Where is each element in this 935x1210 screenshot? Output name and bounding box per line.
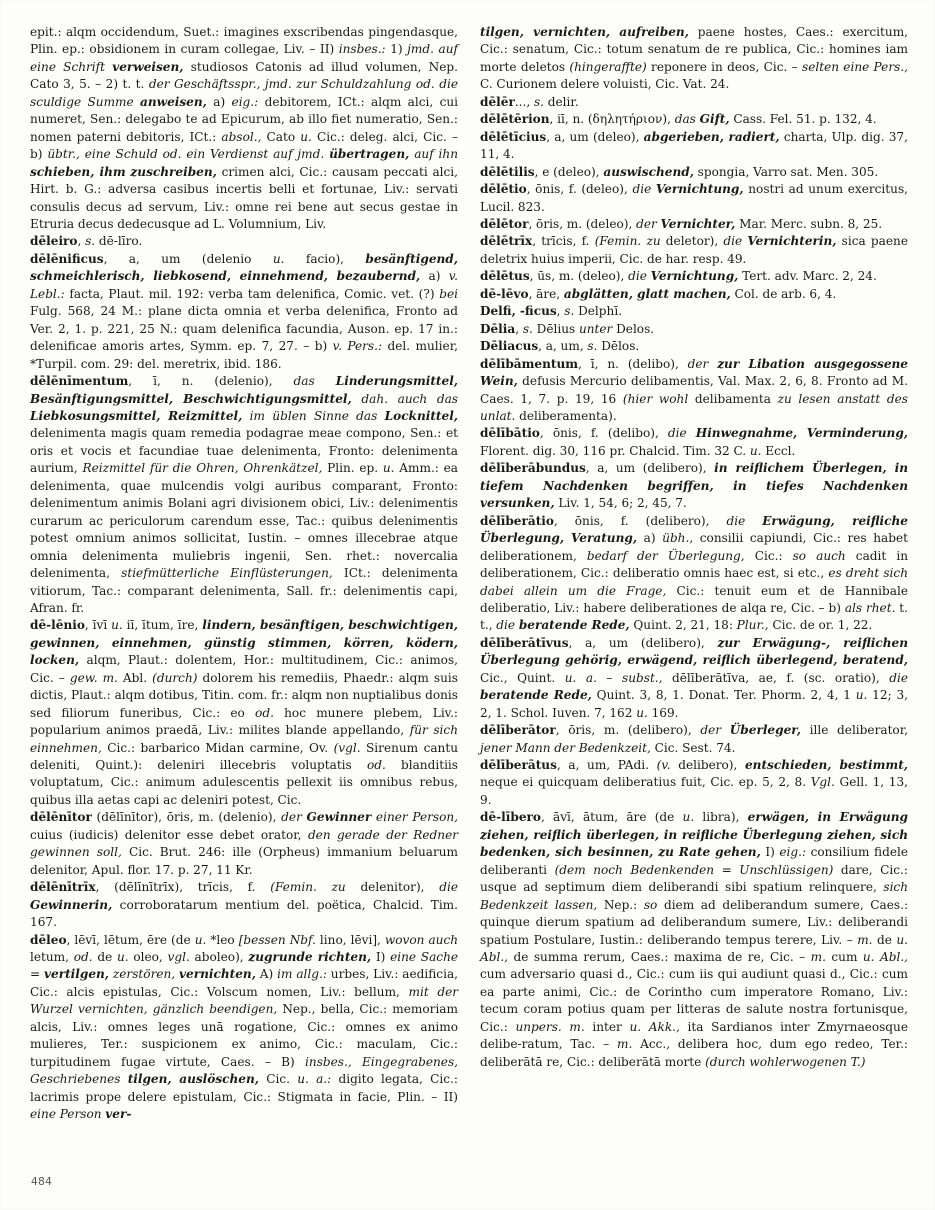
headword: dē-lēvo [480, 286, 529, 301]
italic-note: lindern, besänftigen, beschwichtigen, gewinnen, einnehmen, günstig stimmen, körren, ködern, locken, [30, 618, 458, 668]
dictionary-entry: dēlētīcius, a, um (deleo), abgerieben, radiert, charta, Ulp. dig. 37, 11, 4. [480, 129, 908, 162]
italic-note: verweisen, [112, 59, 184, 74]
german-gloss [480, 25, 689, 39]
italic-note: Linderungsmittel, Besänftigungsmittel, Beschwichtigungsmittel, [30, 374, 459, 406]
german-gloss [130, 165, 216, 179]
headword: dēlīberātus [480, 758, 557, 773]
german-gloss [651, 269, 739, 283]
dictionary-entry: dēlētor, ōris, m. (deleo), der Vernichter, Mar. Merc. subn. 8, 25. [480, 216, 883, 231]
italic-note: im üblen Sinne das [249, 408, 378, 423]
dictionary-entry: dēlīberātus, a, um, PAdi. (v. delibero), entschieden, bestimmt, neque ei quicquam deliberatius fuit, Cic. ep. 5, 2, 8. Vgl. Gell. 1, 13, 9. [480, 758, 909, 807]
italic-note: vgl. [167, 950, 190, 965]
dictionary-entry: epit.: alqm occidendum, Suet.: imagines exscribendas pingendasque, Plin. ep.: obsidionem in curam collegae, Liv. – II) insbes.: 1) jmd. auf eine Schrift verweisen, studiosos Catonis ad illud volumen, Nep. Cato 3, 5. – 2) t. t. der Geschäftsspr., jmd. zur Schuldzahlung od. die sculdige Summe anweisen, a) eig.: debitorem, ICt.: alqm alci, cui numeret, Sen.: delegabo te ad Epicurum, ab illo fiet numeratio, Sen.: nomen paterni debitoris, ICt.: absol., Cato u. Cic.: deleg. alci, Cic. – b) übtr., eine Schuld od. ein Verdienst auf jmd. übertragen, auf ihn schieben, ihm zuschreiben, crimen alci, Cic.: causam peccati alci, Hirt. b. G.: adversa casibus incertis belli et fortunae, Liv.: servati consulis decus ad servum, Liv.: omne rei bene aut secus gestae in Etruria decus dedecusque ad L. Volumnium, Liv. [30, 25, 459, 231]
italic-note: beratende Rede, [518, 618, 630, 633]
italic-note: der [636, 216, 657, 231]
italic-note: bei [439, 286, 458, 301]
italic-note: s. [587, 339, 598, 354]
italic-note: einer Person, [375, 810, 459, 825]
italic-note: u. [382, 461, 395, 476]
italic-note: wovon auch [384, 932, 459, 947]
dictionary-entry: dēlētilis, e (deleo), auswischend, spongia, Varro sat. Men. 305. [480, 164, 879, 179]
dictionary-entry: Delfi, -ficus, s. Delphī. [480, 304, 623, 319]
two-column-text-body [30, 24, 908, 1149]
headword: dēlētīcius [480, 129, 547, 144]
italic-note: u. [749, 443, 762, 458]
german-gloss [30, 165, 126, 179]
italic-note: auswischend, [603, 164, 694, 179]
italic-note: u. [682, 810, 695, 825]
italic-note: Plur., [736, 618, 769, 633]
italic-note: u. a.: [297, 1072, 332, 1087]
italic-note: Liebkosungsmittel, Reizmittel, [30, 408, 243, 423]
italic-note: anweisen, [140, 94, 207, 109]
italic-note: v. Lebl.: [30, 269, 459, 301]
italic-note: od. [73, 950, 93, 965]
dictionary-entry: dēleo, lēvī, lētum, ēre (de u. *leo [bessen Nbf. lino, lēvi], wovon auch letum, od. de u. oleo, vgl. aboleo), zugrunde richten, I) eine Sache = vertilgen, zerstören, vernichten, A) im allg.: urbes, Liv.: aedificia, Cic.: alcis epistulas, Cic.: Volscum nomen, Liv.: bellum, mit der Wurzel vernichten, gänzlich beendigen, Nep., bella, Cic.: memoriam alcis, Liv.: omnes leges unā rogatione, Cic.: omnes ex animo mulieres, Ter.: suspicionem ex animo, Cic.: maculam, Cic.: turpitudinem fugae virtute, Caes. – B) insbes., Eingegrabenes, Geschriebenes tilgen, auslöschen, Cic. u. a.: digito legata, Cic.: lacrimis prope delere epistulam, Cic.: Stigmata in facie, Plin. – II) eine Person ver- [30, 932, 459, 1122]
italic-note: dah. auch das [361, 391, 458, 406]
german-gloss [307, 810, 372, 824]
italic-note: so [643, 897, 658, 912]
headword: dēlīberātio [480, 513, 554, 528]
italic-note: insbes., Eingegrabenes, Geschriebenes [30, 1054, 458, 1087]
italic-note: s. [533, 94, 544, 109]
italic-note: Hinwegnahme, Verminderung, [695, 426, 909, 441]
italic-note: die [667, 426, 687, 441]
italic-note: Vernichtung, [655, 182, 744, 197]
german-gloss [112, 60, 183, 74]
dictionary-entry: dēlēnītrīx, (dēlīnītrīx), trīcis, f. (Femin. zu delenitor), die Gewinnerin, corroboratarum mentium del. poëtica, Chalcid. Tim. 167. [30, 880, 459, 930]
headword: dēlīberātor [480, 723, 556, 738]
dictionary-entry: dēlīberābundus, a, um (delibero), in reiflichem Überlegen, in tiefem Nachdenken begriffen, in tiefes Nachdenken versunken, Liv. 1, 54, 6; 2, 45, 7. [480, 461, 909, 511]
italic-note: u. a. [564, 670, 597, 685]
right-text-column [480, 24, 908, 1149]
headword: dēlētor [480, 216, 529, 231]
italic-note: bedarf der Überlegung, [586, 548, 745, 563]
italic-note: so auch [792, 548, 846, 563]
italic-note: (Femin. zu [594, 234, 661, 249]
italic-note: eine Sache [390, 950, 459, 965]
german-gloss [30, 409, 242, 423]
italic-note: Überleger, [729, 723, 801, 738]
dictionary-entry: dēlēnificus, a, um (delenio u. facio), besänftigend, schmeichlerisch, liebkosend, einnehmend, bezaubernd, a) v. Lebl.: facta, Plaut. mil. 192: verba tam delenifica, Comic. vet. (?) bei Fulg. 568, 24 M.: plane dicta omnia et verba delenifica, Fronto ad Ver. 2, 1. p. 221, 25 N.: quam delenifica facundia, Auson. ep. 17 in.: delenificae amoris artes, Symm. ep. 7, 27. – b) v. Pers.: del. mulier, *Turpil. com. 29: del. meretrix, ibid. 186. [30, 251, 459, 371]
dictionary-entry: dēlīberātīvus, a, um (delibero), zur Erwägung-, reiflichen Überlegung gehörig, erwägend, reiflich überlegend, beratend, Cic., Quint. u. a. – subst., dēlīberātīva, ae, f. (sc. oratio), die beratende Rede, Quint. 3, 8, 1. Donat. Ter. Phorm. 2, 4, 1 u. 12; 3, 2, 1. Schol. Iuven. 7, 162 u. 169. [480, 635, 909, 720]
left-text-column [30, 24, 458, 1149]
german-gloss [603, 165, 694, 179]
german-gloss [519, 618, 630, 632]
dictionary-entry: dēlīberātor, ōris, m. (delibero), der Überleger, ille deliberator, jener Mann der Bedenkzeit, Cic. Sest. 74. [480, 723, 909, 755]
headword: dēlēnificus [30, 251, 104, 266]
headword: dēlēnīmentum [30, 374, 129, 389]
german-gloss [700, 112, 730, 126]
italic-note: zerstören, [112, 967, 176, 982]
headword: Dēliacus [480, 339, 539, 354]
italic-note: stiefmütterliche Einflüsterungen, [121, 566, 333, 581]
dictionary-entry: tilgen, vernichten, aufreiben, paene hostes, Caes.: exercitum, Cic.: senatum, Cic.: totum senatum de re publica, Cic.: homines iam morte deletos (hingeraffte) reponere in deos, Cic. – selten eine Pers., C. Curionem delere voluisti, Cic. Vat. 24. [480, 25, 909, 92]
italic-note: (dem noch Bedenkenden = Unschlüssigen) [554, 862, 834, 877]
dictionary-entry: dē-lībero, āvī, ātum, āre (de u. libra), erwägen, in Erwägung ziehen, reiflich überlegen, in reifliche Überlegung ziehen, sich bedenken, sich besinnen, zu Rate gehen, I) eig.: consilium fidele deliberanti (dem noch Bedenkenden = Unschlüssigen) dare, Cic.: usque ad septimum diem deliberandi sibi spatium relinquere, sich Bedenkzeit lassen, Nep.: so diem ad deliberandum sumere, Caes.: quinque dierum spatium ad deliberandum sumere, Liv.: deliberandi spatium Postulare, Iustin.: deliberando tempus terere, Liv. – m. de u. Abl., de summa rerum, Caes.: maxima de re, Cic. – m. cum u. Abl., cum adversario quasi d., Cic.: cum iis qui audiunt quasi d., Cic.: cum ea parte animi, Cic.: de Corintho cum imperatore Romano, Liv.: tecum coram potius quam per litteras de salute nostra fortunisque, Cic.: unpers. m. inter u. Akk., ita Sardianos inter Zmyrnaeosque delibe‐ratum, Tac. – m. Acc., delibera hoc, dum ego redeo, Ter.: deliberātā re, Cic.: deliberātā morte (durch wohlerwogenen T.) [480, 810, 909, 1069]
italic-note: besänftigend, schmeichlerisch, liebkosend, einnehmend, bezaubernd, [30, 251, 458, 284]
italic-note: u. Akk., [629, 1019, 680, 1034]
italic-note: [bessen Nbf. [238, 932, 316, 947]
italic-note: selten eine Pers., [801, 59, 908, 74]
italic-note: u. [300, 129, 312, 144]
german-gloss [644, 130, 780, 144]
italic-note: u. Abl., [480, 932, 909, 965]
german-gloss [745, 758, 908, 772]
italic-note: vernichten, [179, 967, 256, 982]
headword: dēlēnītor [30, 810, 92, 825]
italic-note: den gerade der Redner gewinnen soll, [30, 827, 459, 860]
italic-note: übtr., eine Schuld od. ein Verdienst auf jmd. [47, 147, 325, 162]
italic-note: übh., [662, 531, 694, 546]
italic-note: od. [366, 758, 386, 773]
italic-note: die [889, 670, 909, 685]
italic-note: u. [194, 932, 207, 947]
italic-note: sich Bedenkzeit lassen, [480, 880, 908, 912]
headword: dēlīberābundus [480, 461, 586, 476]
italic-note: zuschreiben, [130, 164, 217, 179]
italic-note: s. [85, 234, 96, 249]
dictionary-entry: dēlībāmentum, ī, n. (delibo), der zur Libation ausgegossene Wein, defusis Mercurio delibamentis, Val. Max. 2, 6, 8. Fronto ad M. Caes. 1, 7. p. 19, 16 (hier wohl delibamenta zu lesen anstatt des unlat. deliberamenta). [480, 356, 908, 423]
german-gloss [385, 409, 458, 423]
italic-note: vertilgen, [44, 967, 110, 982]
italic-note: beratende Rede, [480, 688, 592, 703]
italic-note: eine Person [30, 1107, 102, 1122]
italic-note: u. [111, 618, 123, 633]
italic-note: der Geschäftsspr., jmd. zur Schuldzahlung od. die sculdige Summe [30, 77, 458, 109]
italic-note: die [632, 182, 652, 197]
italic-note: Gewinner [306, 810, 372, 825]
italic-note: (v. [656, 758, 671, 773]
german-gloss [128, 1072, 259, 1086]
italic-note: auf ihn [414, 147, 458, 162]
italic-note: der [281, 810, 302, 825]
dictionary-entry: dēlētērion, iī, n. (δηλητήριον), das Gift, Cass. Fel. 51. p. 132, 4. [480, 112, 877, 127]
italic-note: das [674, 112, 696, 127]
italic-note: der [687, 356, 709, 371]
italic-note: übertragen, [329, 147, 410, 162]
headword: Dēlia [480, 321, 516, 336]
dictionary-entry: Dēlia, s. Dēlius unter Delos. [480, 321, 655, 336]
italic-note: (Femin. zu [270, 880, 346, 895]
dictionary-entry: dēlētrīx, trīcis, f. (Femin. zu deletor), die Vernichterin, sica paene deletrix huius imperii, Cic. de har. resp. 49. [480, 234, 908, 266]
german-gloss [44, 967, 109, 981]
italic-note: gew. m. [69, 670, 118, 685]
italic-note: der [700, 723, 722, 738]
italic-note: für sich einnehmen, [30, 723, 458, 755]
italic-note: eig.: [231, 94, 259, 109]
italic-note: u. Abl., [862, 950, 909, 965]
german-gloss [480, 810, 908, 859]
italic-note: Gewinnerin, [30, 897, 113, 912]
italic-note: zu lesen anstatt des unlat. [480, 391, 908, 423]
headword: Delfi, -ficus [480, 304, 557, 319]
dictionary-entry: dēlēr..., s. delir. [480, 94, 579, 109]
german-gloss [730, 723, 801, 737]
italic-note: Gift, [699, 112, 730, 127]
headword: dēlētrīx [480, 234, 533, 249]
italic-note: jmd. auf eine Schrift [30, 42, 459, 74]
italic-note: als rhet. [844, 600, 896, 615]
italic-note: Erwägung, reifliche Überlegung, Veratung, [480, 513, 909, 546]
italic-note: das [293, 374, 315, 389]
dictionary-entry: dēlīberātio, ōnis, f. (delibero), die Erwägung, reifliche Überlegung, Veratung, a) übh., consilii capiundi, Cic.: res habet deliberationem, bedarf der Überlegung, Cic.: so auch cadit in deliberationem, Cic.: deliberatio omnis haec est, si etc., es dreht sich dabei allein um die Frage, Cic.: tenuit eum et de Hannibale deliberatio, Liv.: habere deliberationes de alqa re, Cic. – b) als rhet. t. t., die beratende Rede, Quint. 2, 21, 18: Plur., Cic. de or. 1, 22. [480, 513, 909, 633]
german-gloss [656, 182, 744, 196]
italic-note: jener Mann der Bedenkzeit, [480, 740, 651, 755]
german-gloss [747, 234, 836, 248]
italic-note: schieben, ihm [30, 164, 126, 179]
italic-note: (durch wohlerwogenen T.) [705, 1054, 866, 1069]
dictionary-entry: dēlībātio, ōnis, f. (delibo), die Hinwegnahme, Verminderung, Florent. dig. 30, 116 pr. Chalcid. Tim. 32 C. u. Eccl. [480, 426, 909, 458]
headword: dēlēr [480, 94, 515, 109]
german-gloss [30, 618, 458, 667]
italic-note: Vernichter, [660, 216, 736, 231]
italic-note: (vgl. [333, 740, 361, 755]
italic-note: absol., [221, 129, 262, 144]
german-gloss [329, 147, 409, 161]
dictionary-entry: dē-lēvo, āre, abglätten, glatt machen, Col. de arb. 6, 4. [480, 286, 837, 301]
italic-note: unter [578, 321, 613, 336]
italic-note: u. [855, 688, 868, 703]
italic-note: in reiflichem Überlegen, in tiefem Nachdenken begriffen, in tiefes Nachdenken versunken, [480, 461, 909, 511]
italic-note: (durch) [152, 670, 198, 685]
dictionary-entry: dēlētus, ūs, m. (deleo), die Vernichtung, Tert. adv. Marc. 2, 24. [480, 269, 877, 284]
italic-note: insbes.: [338, 42, 386, 57]
dictionary-entry: dēlētio, ōnis, f. (deleo), die Vernichtung, nostri ad unum exercitus, Lucil. 823. [480, 182, 908, 214]
italic-note: u. [636, 705, 648, 720]
german-gloss [480, 688, 592, 702]
german-gloss [30, 898, 112, 912]
german-gloss [179, 967, 256, 981]
italic-note: Locknittel, [384, 408, 458, 423]
italic-note: m. [857, 932, 873, 947]
italic-note: m. [617, 1037, 633, 1052]
german-gloss [140, 95, 207, 109]
german-gloss [248, 950, 371, 964]
headword: dēlētilis [480, 164, 535, 179]
italic-note: tilgen, vernichten, aufreiben, [480, 25, 689, 39]
headword: dēleiro [30, 234, 78, 249]
italic-note: die [439, 880, 459, 895]
italic-note: mit der Wurzel vernichten, gänzlich beendigen, [30, 984, 459, 1017]
headword: dēlētio [480, 182, 527, 197]
italic-note: subst., [622, 670, 663, 685]
italic-note: od. [255, 705, 274, 720]
italic-note: es dreht sich dabei allein um die Frage, [480, 566, 908, 598]
italic-note: Vernichtung, [650, 269, 739, 284]
italic-note: (hier wohl [622, 391, 689, 406]
italic-note: entschieden, bestimmt, [744, 758, 908, 773]
headword: dēlētērion [480, 112, 550, 127]
italic-note: zur Erwägung-, reiflichen Überlegung gehörig, erwägend, reiflich überlegend, beratend, [480, 635, 908, 668]
dictionary-entry: Dēliacus, a, um, s. Dēlos. [480, 339, 640, 354]
headword: dēlētus [480, 269, 530, 284]
italic-note: v. Pers.: [332, 339, 383, 354]
german-gloss [696, 426, 908, 440]
italic-note: u. [272, 251, 285, 266]
italic-note: die [726, 513, 746, 528]
italic-note: abgerieben, radiert, [643, 129, 780, 144]
italic-note: im allg.: [277, 967, 327, 982]
dictionary-entry: dēlēnītor (dēlīnītor), ōris, m. (delenio), der Gewinner einer Person, cuius (iudicis) delenitor esse debet orator, den gerade der Redner gewinnen soll, Cic. Brut. 246: ille (Orpheus) immanium beluarum delenitor, Apul. flor. 17. p. 27, 11 Kr. [30, 810, 459, 877]
headword: dēlīberātīvus [480, 635, 569, 650]
italic-note: u. [116, 950, 129, 965]
italic-note: eig.: [779, 845, 807, 860]
italic-note: die [496, 618, 516, 633]
headword: dēlībāmentum [480, 356, 579, 371]
dictionary-entry: dē-lēnio, īvī u. iī, ītum, īre, lindern, besänftigen, beschwichtigen, gewinnen, einnehmen, günstig stimmen, körren, ködern, locken, alqm, Plaut.: dolentem, Hor.: multitudinem, Cic.: animos, Cic. – gew. m. Abl. (durch) dolorem his remediis, Phaedr.: alqm suis dictis, Plaut.: alqm dotibus, Titin. com. fr.: alqm non nuptialibus donis sed filiorum funeribus, Cic.: eo od. hoc munere plebem, Liv.: popularium animos praedā, Liv.: milites blande appellando, für sich einnehmen, Cic.: barbarico Midan carmine, Ov. (vgl. Sirenum cantu deleniti, Quint.): deleniri illecebris voluptatis od. blanditiis voluptatum, Cic.: animum adulescentis pellexit iis omnibus rebus, quibus illa aetas capi ac deleniri potest, Cic. [30, 618, 459, 807]
italic-note: m. [810, 950, 826, 965]
headword: dē-lībero [480, 810, 541, 825]
italic-note: ver- [105, 1107, 132, 1122]
italic-note: unpers. m. [515, 1019, 585, 1034]
italic-note: Reizmittel für die Ohren, Ohrenkätzel, [82, 461, 323, 476]
german-gloss [661, 217, 736, 231]
italic-note: die [723, 234, 743, 249]
italic-note: die [628, 269, 647, 284]
german-gloss [105, 1107, 131, 1121]
headword: dēlēnītrīx [30, 880, 96, 895]
page-number: 484 [31, 1176, 53, 1188]
dictionary-entry: dēlēnīmentum, ī, n. (delenio), das Linderungsmittel, Besänftigungsmittel, Beschwichtigungsmittel, dah. auch das Liebkosungsmittel, Reizmittel, im üblen Sinne das Locknittel, delenimenta magis quam remedia podagrae meae compono, Sen.: et oris et vocis et facundiae tuae delenimenta, Fronto: delenimenta aurium, Reizmittel für die Ohren, Ohrenkätzel, Plin. ep. u. Amm.: ea delenimenta, quae mulcendis volgi auribus comparant, Fronto: delenimentum animis Bolani agri divisionem obici, Liv.: delenimentis curarum ac periculorum carendum esse, Tac.: quibus delenimentis potest omnium animos sollicitat, Iustin. – omnes illecebrae atque omnia delenimenta muliebris ingenii, Sen. rhet.: novercalia delenimenta, stiefmütterliche Einflüsterungen, ICt.: delenimenta vitiorum, Tac.: comparant delenimenta, Sall. fr.: delenimentis capi, Afran. fr. [30, 374, 459, 615]
italic-note: zugrunde richten, [248, 950, 372, 965]
italic-note: Vernichterin, [747, 234, 837, 249]
italic-note: abglätten, glatt machen, [563, 286, 731, 301]
headword: dē-lēnio [30, 618, 85, 633]
italic-note: (hingeraffte) [569, 59, 647, 74]
italic-note: s. [564, 304, 575, 319]
german-gloss [564, 287, 731, 301]
italic-note: s. [522, 321, 533, 336]
italic-note: Vgl. [810, 775, 835, 790]
headword: dēleo [30, 932, 67, 947]
dictionary-entry: dēleiro, s. dē-līro. [30, 234, 143, 249]
headword: dēlībātio [480, 426, 540, 441]
italic-note: zur Libation ausgegossene Wein, [480, 356, 908, 389]
italic-note: erwägen, in Erwägung ziehen, reiflich überlegen, in reifliche Überlegung ziehen, sich bedenken, sich besinnen, zu Rate gehen, [480, 810, 908, 860]
italic-note: tilgen, auslöschen, [127, 1072, 259, 1087]
